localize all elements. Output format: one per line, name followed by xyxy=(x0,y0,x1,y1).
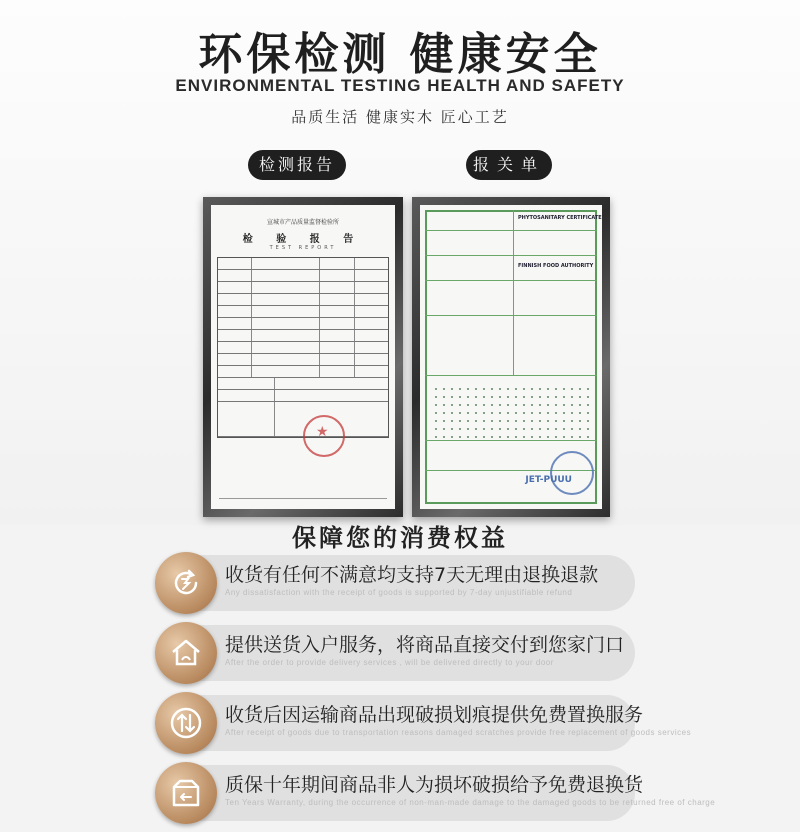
guarantee-text-cn: 质保十年期间商品非人为损坏破损给予免费退换货 xyxy=(225,774,644,796)
test-report-document xyxy=(211,205,395,509)
guarantee-item-replacement xyxy=(155,692,692,754)
customs-certificate-document xyxy=(420,205,602,509)
guarantee-text-cn: 收货后因运输商品出现破损划痕提供免费置换服务 xyxy=(225,704,644,726)
test-report-frame xyxy=(203,197,403,517)
test-report-label: 检测报告 xyxy=(248,150,346,180)
guarantee-item-warranty xyxy=(155,762,716,824)
report-org: 宣城市产品质量监督检验所 xyxy=(266,219,339,226)
guarantee-text-cn: 提供送货入户服务，将商品直接交付到您家门口 xyxy=(225,634,625,656)
customs-certificate-frame xyxy=(412,197,610,517)
guarantee-text-en: Ten Years Warranty, during the occurrence of non-man-made damage to the damaged goods to be returned free of charge xyxy=(225,798,716,807)
page-title: 环保检测 健康安全 xyxy=(198,29,602,80)
report-heading: 检 验 报 告 xyxy=(242,234,364,245)
guarantee-text-en: After the order to provide delivery services , will be delivered directly to your door xyxy=(225,658,554,667)
guarantee-text-en: After receipt of goods due to transportation reasons damaged scratches provide free replacement of goods services xyxy=(225,728,692,737)
page-subtitle: 品质生活 健康实木 匠心工艺 xyxy=(291,108,509,126)
signature-line xyxy=(219,498,387,499)
home-delivery-icon xyxy=(155,622,217,684)
customs-declaration-label: 报关单 xyxy=(466,150,552,180)
box-return-icon xyxy=(155,762,217,824)
certificate-dotted-area xyxy=(432,385,592,440)
guarantee-item-refund xyxy=(155,552,635,614)
seal-stamp-text: JET-PUUU xyxy=(525,475,572,485)
return-arrow-icon xyxy=(155,552,217,614)
report-heading-en: TEST REPORT xyxy=(269,245,337,251)
guarantee-list xyxy=(155,552,716,832)
certificate-title: PHYTOSANITARY CERTIFICATE xyxy=(518,215,602,221)
certificate-authority: FINNISH FOOD AUTHORITY xyxy=(518,263,594,269)
guarantee-text-cn: 收货有任何不满意均支持7天无理由退换退款 xyxy=(225,564,599,586)
report-table xyxy=(217,257,389,438)
page-title-en: ENVIRONMENTAL TESTING HEALTH AND SAFETY xyxy=(175,76,625,95)
guarantee-title: 保障您的消费权益 xyxy=(292,524,508,552)
guarantee-item-delivery xyxy=(155,622,635,684)
guarantee-text-en: Any dissatisfaction with the receipt of goods is supported by 7-day unjustifiable refund xyxy=(225,588,573,597)
exchange-arrows-icon xyxy=(155,692,217,754)
blue-seal-icon xyxy=(550,451,594,495)
red-stamp-icon xyxy=(303,415,345,457)
